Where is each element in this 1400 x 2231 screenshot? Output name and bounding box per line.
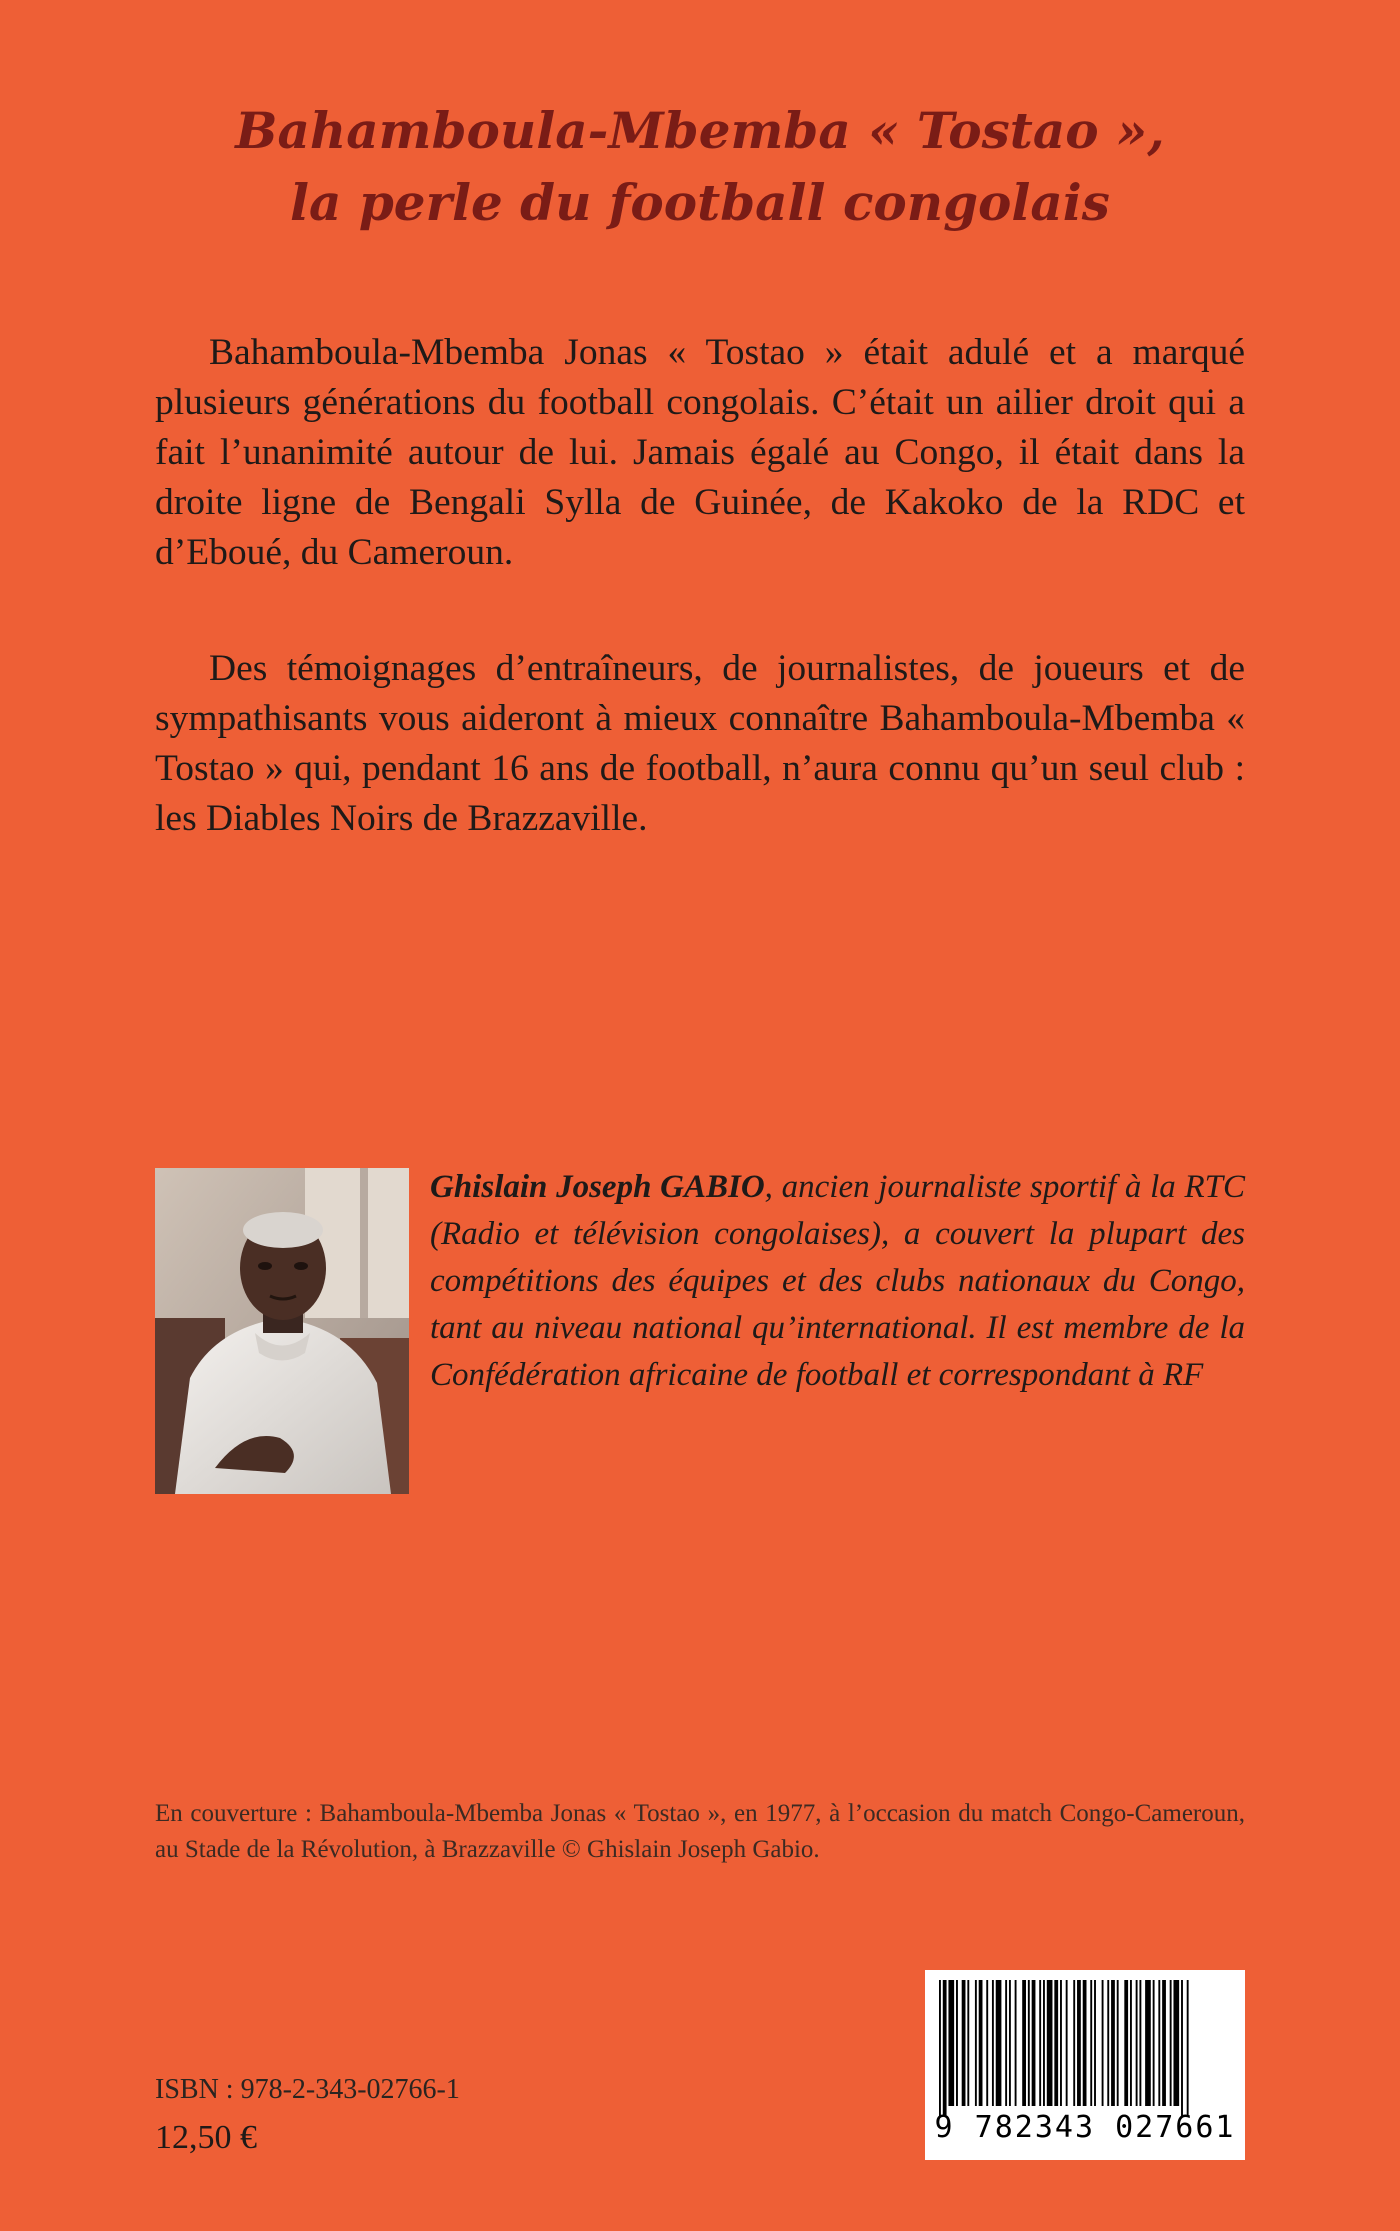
isbn: ISBN : 978-2-343-02766-1 (155, 2074, 460, 2105)
barcode-bar (943, 1980, 947, 2116)
barcode-bar (1187, 1980, 1189, 2116)
barcode-bar (962, 1980, 966, 2106)
barcode-bar (1009, 1980, 1011, 2106)
barcode-bar (1083, 1980, 1087, 2106)
barcode-bar (1028, 1980, 1030, 2106)
barcode-bar (1153, 1980, 1155, 2106)
cover-credit: En couverture : Bahamboula-Mbemba Jonas « Tostao », en 1977, à l’occasion du match Congo-Cameroun, au Stade de la Révolution, à Brazzaville © Ghislain Joseph Gabio. (155, 1800, 1245, 1863)
blurb-paragraph-2: Des témoignages d’entraîneurs, de journalistes, de joueurs et de sympathisants vous aideront à mieux connaître Bahamboula-Mbemba « Tostao » qui, pendant 16 ans de football, n’aura connu qu’un seul club : les Diables Noirs de Brazzaville. (155, 648, 1245, 839)
barcode-bar (1077, 1980, 1081, 2106)
book-title-line-1: Bahamboula-Mbemba « Tostao », (235, 101, 1165, 160)
book-title-line-2: la perle du football congolais (290, 173, 1110, 232)
barcode-bar (1107, 1980, 1109, 2106)
barcode-bar (948, 1980, 954, 2106)
barcode-bar (1136, 1980, 1138, 2106)
barcode-bar (1117, 1980, 1119, 2106)
barcode-bar (992, 1980, 994, 2106)
barcode-bar (1145, 1980, 1151, 2106)
barcode-bar (1124, 1980, 1128, 2106)
barcode-bar (1170, 1980, 1172, 2106)
barcode-bar (1032, 1980, 1036, 2106)
author-bio (430, 1164, 1245, 1399)
barcode (925, 1970, 1245, 2160)
barcode-bar (1054, 1980, 1058, 2106)
author-photo (155, 1168, 409, 1494)
barcode-bar (1047, 1980, 1053, 2106)
barcode-bar (979, 1980, 983, 2106)
barcode-bar (1039, 1980, 1041, 2106)
barcode-bar (1181, 1980, 1183, 2116)
barcode-bar (1111, 1980, 1115, 2106)
barcode-bar (939, 1980, 941, 2116)
barcode-bar (996, 1980, 1002, 2106)
barcode-bar (1066, 1980, 1068, 2106)
barcode-bar (1022, 1980, 1026, 2106)
barcode-bar (1060, 1980, 1062, 2106)
barcode-bar (956, 1980, 958, 2106)
barcode-bar (986, 1980, 988, 2106)
barcode-bar (1162, 1980, 1166, 2106)
author-name: Ghislain Joseph GABIO (430, 1169, 765, 1205)
barcode-bar (1015, 1980, 1017, 2106)
barcode-bar (1094, 1980, 1096, 2106)
price: 12,50 € (155, 2119, 257, 2156)
barcode-bar (1130, 1980, 1132, 2106)
barcode-bar (1139, 1980, 1141, 2106)
barcode-bar (967, 1980, 969, 2106)
author-bio-text: , ancien journaliste sportif à la RTC (Radio et télévision congolaises), a couvert la plupart des compétitions des équipes et des clubs nationaux du Congo, tant au niveau national qu’international. Il est membre de la Confédération africaine de football et correspondant à RF (430, 1169, 1245, 1393)
barcode-bar (1043, 1980, 1045, 2106)
book-title (0, 95, 1400, 239)
barcode-bar (1073, 1980, 1075, 2106)
barcode-bar (1158, 1980, 1160, 2106)
barcode-bar (975, 1980, 977, 2106)
barcode-bar (1090, 1980, 1092, 2106)
barcode-digits: 9 782343 027661 (934, 2110, 1236, 2145)
barcode-bar (1005, 1980, 1007, 2106)
barcode-bar (1102, 1980, 1104, 2106)
blurb-paragraph-1: Bahamboula-Mbemba Jonas « Tostao » était adulé et a marqué plusieurs générations du football congolais. C’était un ailier droit qui a fait l’unanimité autour de lui. Jamais égalé au Congo, il était dans la droite ligne de Bengali Sylla de Guinée, de Kakoko de la RDC et d’Eboué, du Cameroun. (155, 332, 1245, 573)
barcode-bar (1173, 1980, 1179, 2106)
